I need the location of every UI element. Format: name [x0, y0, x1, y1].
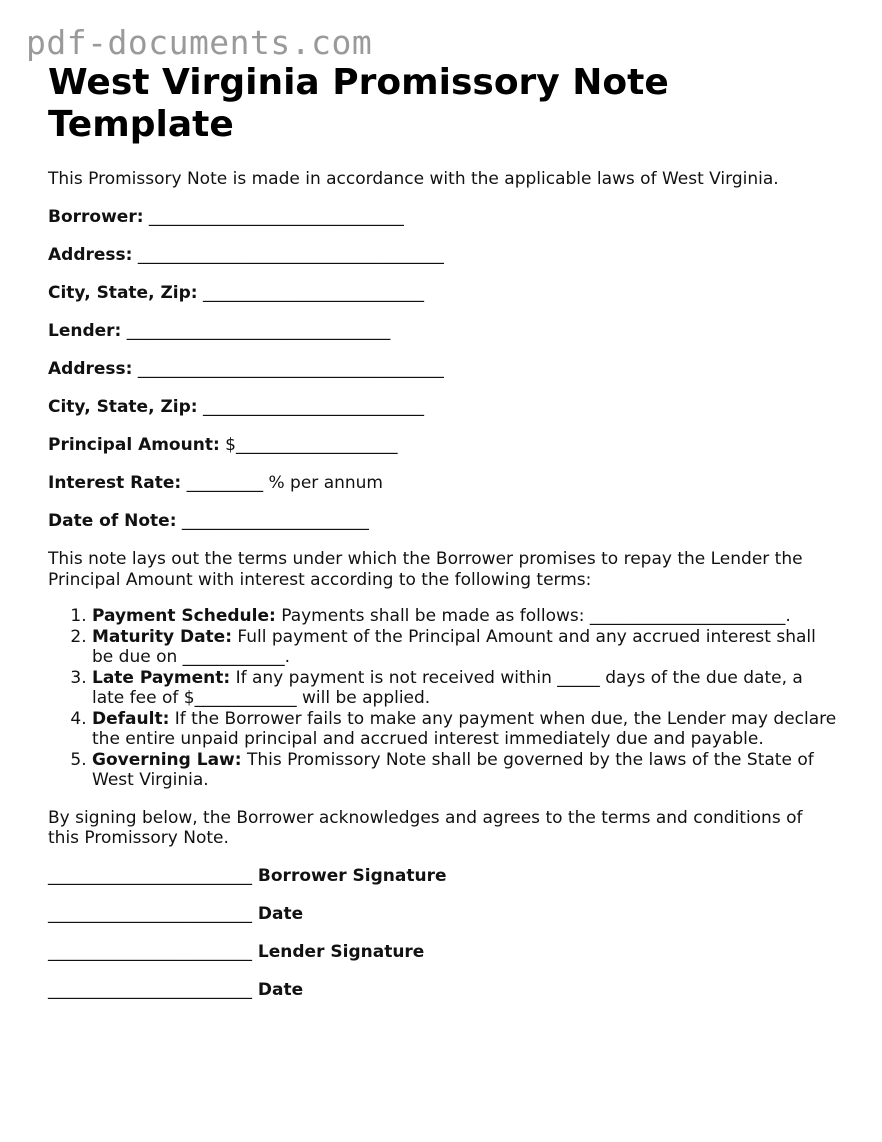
term-default [92, 709, 838, 750]
term-label: Default: [92, 708, 170, 729]
document-page [48, 62, 838, 1001]
term-label: Payment Schedule: [92, 606, 276, 626]
borrower-field [48, 207, 838, 228]
page-title: West Virginia Promissory Note Template [48, 62, 669, 145]
watermark: pdf-documents.com [26, 23, 373, 62]
field-blank: ____________________________________ [132, 245, 444, 265]
term-text: This Promissory Note shall be governed by the laws of the State of West Virginia. [92, 749, 814, 790]
borrower-address-field [48, 245, 838, 266]
party-fields [48, 207, 838, 532]
field-label: Address: [48, 359, 133, 379]
term-payment-schedule [92, 606, 838, 627]
intro-paragraph: This Promissory Note is made in accordance with the applicable laws of West Virginia. [48, 169, 779, 189]
field-label: Address: [48, 245, 133, 265]
field-blank: $___________________ [219, 435, 398, 455]
field-label: City, State, Zip: [48, 397, 198, 417]
lender-address-field [48, 359, 838, 380]
field-blank: ______________________________ [143, 207, 404, 227]
field-label: Lender: [48, 321, 122, 341]
signature-blank: ________________________ [48, 979, 252, 1000]
field-blank: ______________________ [176, 511, 369, 531]
principal-amount-field [48, 435, 838, 456]
term-label: Governing Law: [92, 749, 242, 770]
signature-blank: ________________________ [48, 865, 252, 886]
field-label: Borrower: [48, 207, 144, 227]
date-of-note-field [48, 511, 838, 532]
term-text: If any payment is not received within _____ days of the due date, a late fee of $____________ will be applied. [92, 667, 803, 708]
borrower-date-line [48, 904, 838, 925]
field-blank: _________ % per annum [181, 473, 383, 493]
field-label: Date of Note: [48, 511, 177, 531]
borrower-signature-line [48, 866, 838, 887]
signature-blank: ________________________ [48, 903, 252, 924]
lender-city-state-zip-field [48, 397, 838, 418]
term-text: Full payment of the Principal Amount and any accrued interest shall be due on ____________. [92, 626, 816, 667]
field-blank: ____________________________________ [132, 359, 444, 379]
lender-date-line [48, 980, 838, 1001]
signature-label: Lender Signature [252, 941, 425, 962]
interest-rate-field [48, 473, 838, 494]
borrower-city-state-zip-field [48, 283, 838, 304]
terms-list [48, 606, 838, 791]
field-blank: __________________________ [197, 397, 424, 417]
signature-label: Borrower Signature [252, 865, 447, 886]
lender-signature-line [48, 942, 838, 963]
term-text: Payments shall be made as follows: _______________________. [275, 606, 791, 626]
term-governing-law [92, 750, 838, 791]
closing-paragraph: By signing below, the Borrower acknowledges and agrees to the terms and conditions of this Promissory Note. [48, 807, 803, 848]
term-text: If the Borrower fails to make any payment when due, the Lender may declare the entire unpaid principal and accrued interest immediately due and payable. [92, 708, 837, 749]
field-label: Principal Amount: [48, 435, 220, 455]
term-label: Late Payment: [92, 667, 231, 688]
field-label: Interest Rate: [48, 473, 182, 493]
term-late-payment [92, 668, 838, 709]
signature-blank: ________________________ [48, 941, 252, 962]
term-label: Maturity Date: [92, 626, 232, 647]
field-blank: __________________________ [197, 283, 424, 303]
field-label: City, State, Zip: [48, 283, 198, 303]
term-maturity-date [92, 627, 838, 668]
signature-label: Date [252, 979, 304, 1000]
terms-intro-paragraph: This note lays out the terms under which the Borrower promises to repay the Lender the Principal Amount with interest according to the following terms: [48, 549, 803, 590]
signature-label: Date [252, 903, 304, 924]
signature-block [48, 866, 838, 1001]
lender-field [48, 321, 838, 342]
field-blank: _______________________________ [121, 321, 391, 341]
